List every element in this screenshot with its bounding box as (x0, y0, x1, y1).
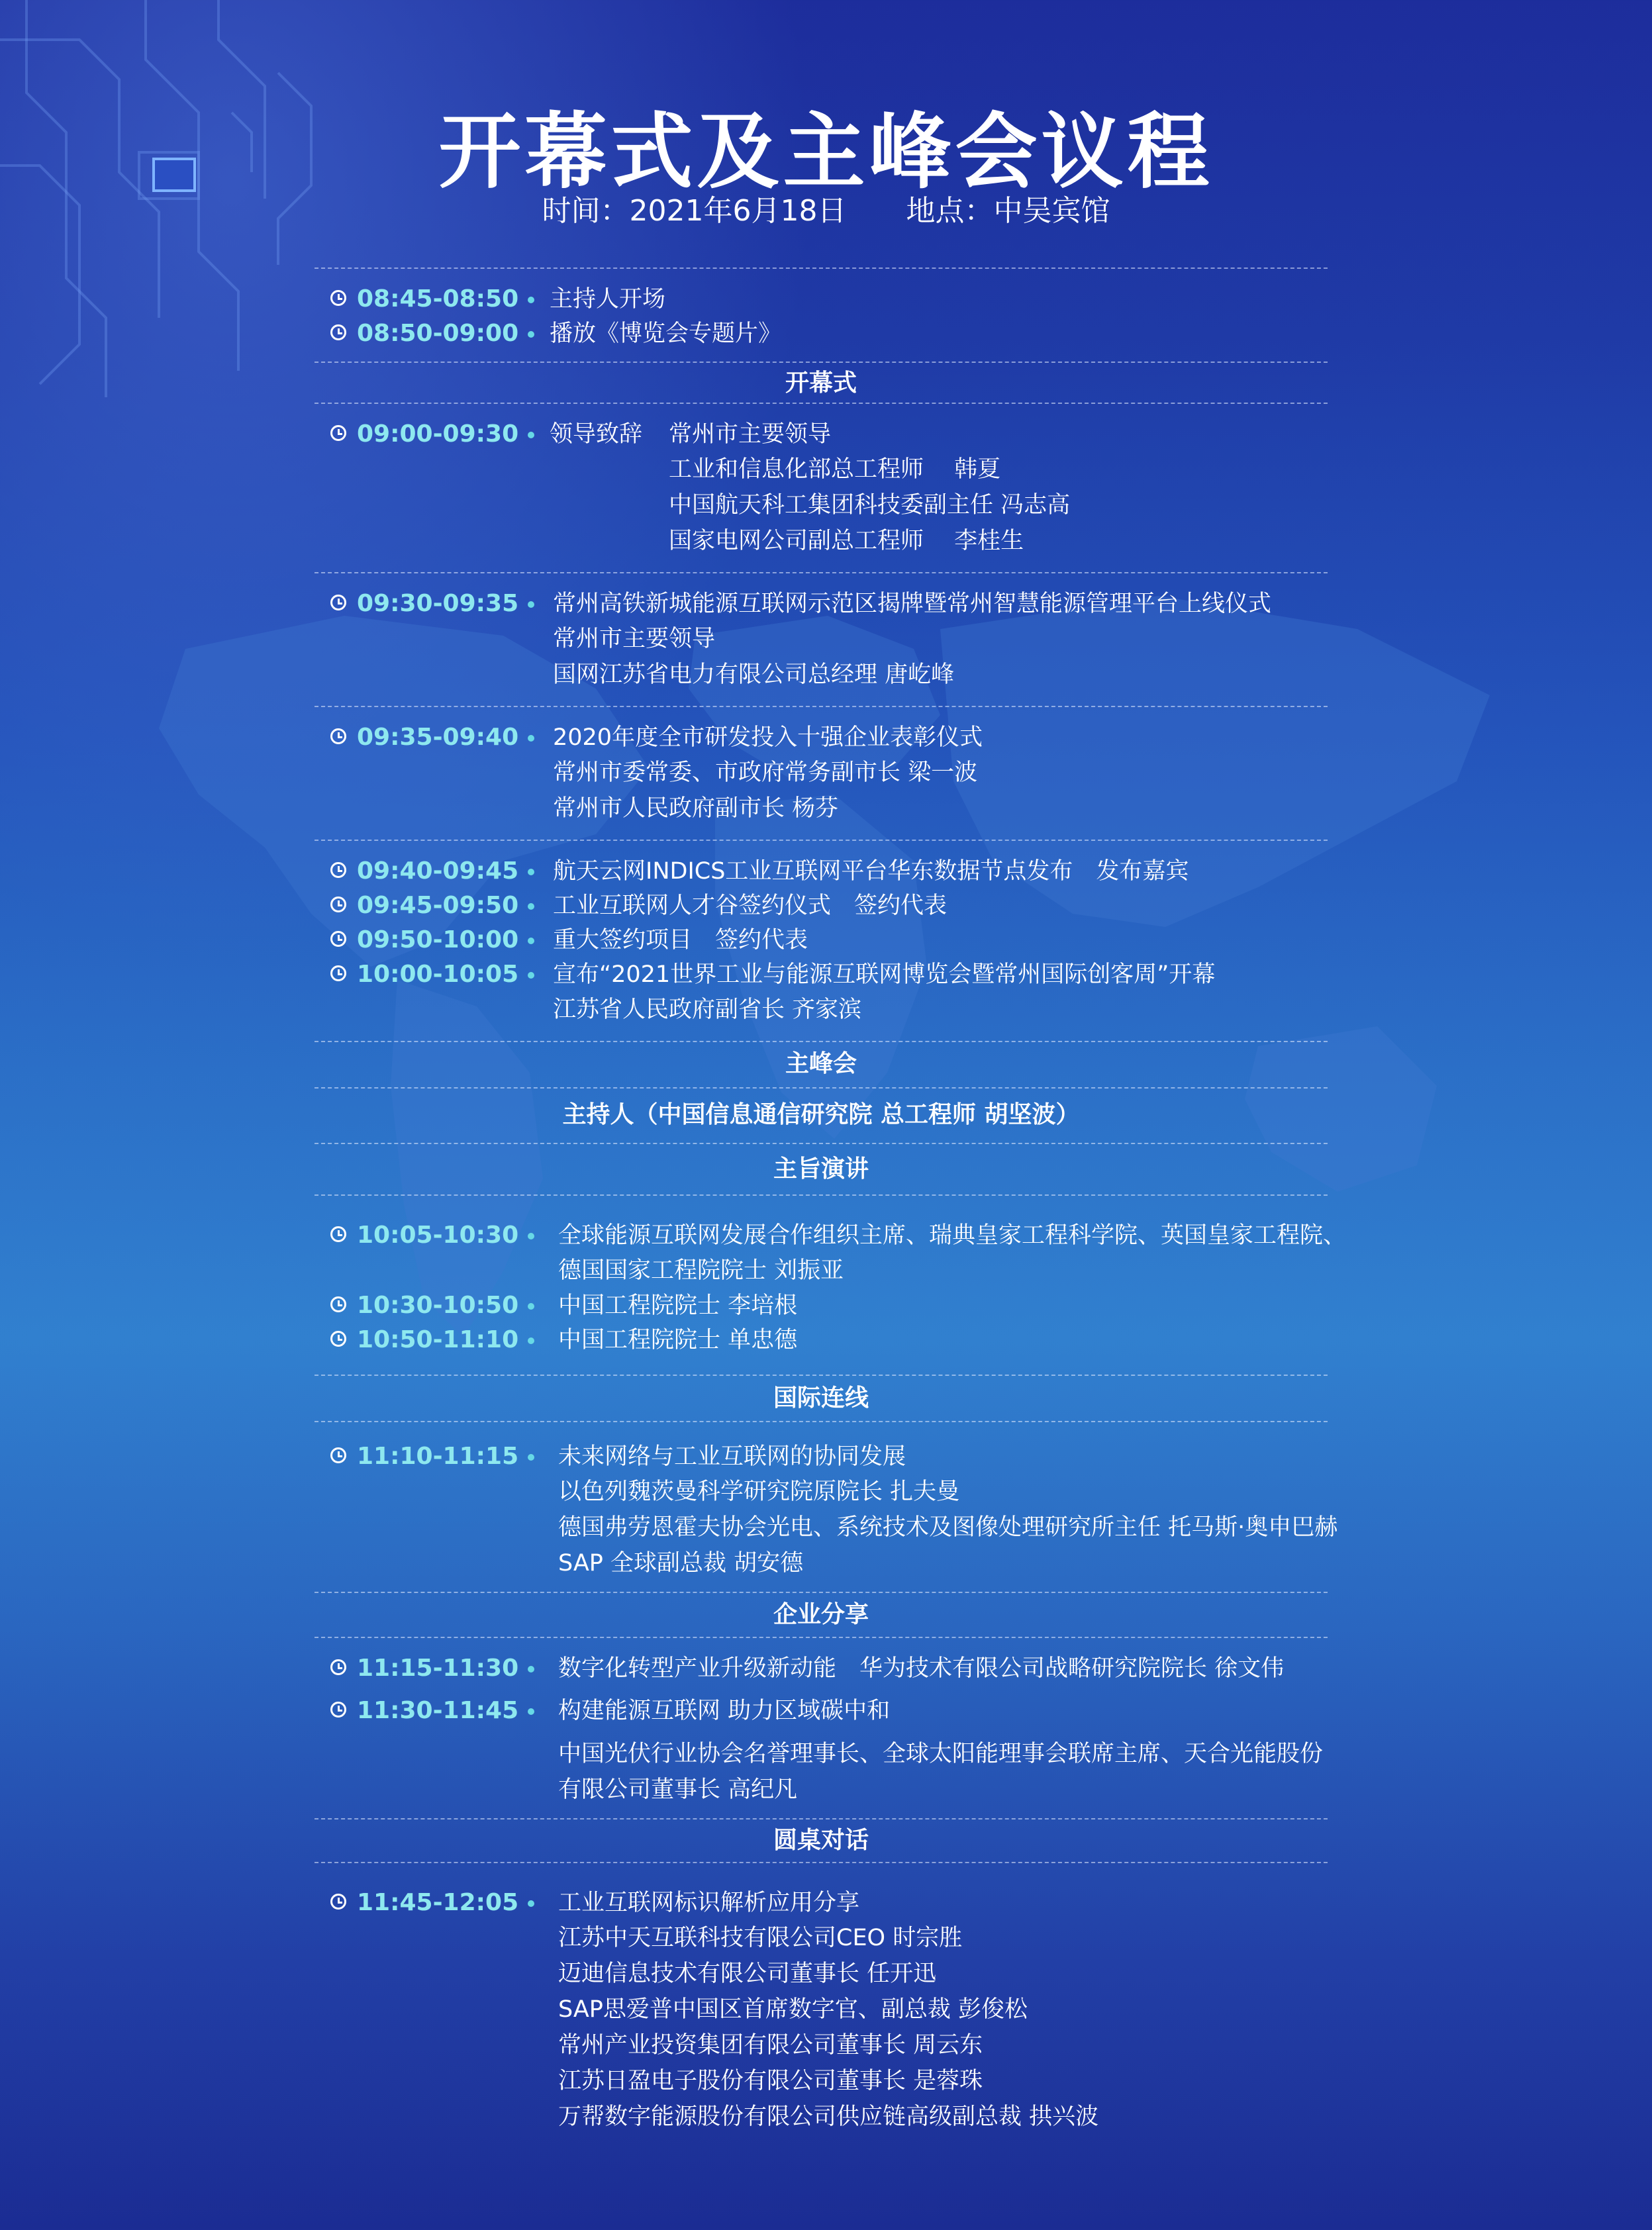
section-heading-roundtable: 圆桌对话 (315, 1818, 1328, 1863)
item-title: 主持人开场 (550, 286, 666, 313)
bullet-dot (528, 432, 534, 438)
item-title: 工业互联网标识解析应用分享 (558, 1890, 860, 1916)
bullet-dot (528, 331, 534, 338)
section-heading-opening: 开幕式 (315, 362, 1328, 404)
agenda-list (315, 267, 1347, 2135)
section-heading-keynote: 主旨演讲 (315, 1143, 1328, 1196)
clock-icon (330, 931, 346, 947)
item-time: 10:50-11:10 (357, 1326, 519, 1353)
item-detail-line: 江苏中天互联科技有限公司CEO 时宗胜 (558, 1925, 963, 1951)
bullet-dot (528, 1708, 534, 1715)
agenda-item (315, 1323, 1328, 1357)
item-title: 构建能源互联网 助力区域碳中和 (558, 1698, 891, 1724)
event-place: 地点：中吴宾馆 (906, 194, 1110, 228)
item-time: 10:30-10:50 (357, 1292, 519, 1319)
item-detail-line: 江苏省人民政府副省长 齐家滨 (553, 996, 862, 1023)
event-info (0, 187, 1652, 229)
clock-icon (330, 1447, 346, 1463)
item-detail-line: 以色列魏茨曼科学研究院原院长 扎夫曼 (558, 1479, 960, 1505)
bullet-dot (528, 869, 534, 875)
item-title: 全球能源互联网发展合作组织主席、瑞典皇家工程科学院、英国皇家工程院、 (558, 1222, 1347, 1249)
item-detail-line: 中国光伏行业协会名誉理事长、全球太阳能理事会联席主席、天合光能股份 (558, 1741, 1324, 1767)
item-detail-line: 国家电网公司副总工程师 李桂生 (669, 528, 1024, 554)
item-detail-line: 有限公司董事长 高纪凡 (558, 1776, 798, 1803)
clock-icon (330, 1226, 346, 1242)
item-detail-line: 德国国家工程院院士 刘振亚 (558, 1257, 844, 1284)
item-time: 11:45-12:05 (357, 1889, 519, 1916)
item-detail-line: 工业和信息化部总工程师 韩夏 (669, 456, 1001, 483)
item-title: 未来网络与工业互联网的协同发展 (558, 1443, 906, 1470)
item-time: 11:30-11:45 (357, 1697, 519, 1724)
agenda-item (315, 889, 1328, 923)
item-detail-line: 常州市人民政府副市长 杨芬 (553, 795, 839, 822)
item-detail-line: 常州市主要领导 (553, 626, 716, 652)
section-heading-enterprise: 企业分享 (315, 1592, 1328, 1638)
bullet-dot (528, 1303, 534, 1310)
item-time: 11:10-11:15 (357, 1443, 519, 1470)
item-title: 播放《博览会专题片》 (550, 320, 782, 347)
agenda-item (315, 1651, 1328, 1686)
bullet-dot (528, 1233, 534, 1239)
bullet-dot (528, 297, 534, 303)
item-time: 09:35-09:40 (357, 724, 519, 751)
clock-icon (330, 595, 346, 610)
item-time: 09:40-09:45 (357, 857, 519, 885)
agenda-item (315, 1288, 1328, 1323)
clock-icon (330, 862, 346, 878)
item-time: 09:45-09:50 (357, 892, 519, 919)
item-detail-line: SAP思爱普中国区首席数字官、副总裁 彭俊松 (558, 1996, 1028, 2023)
item-title: 中国工程院院士 单忠德 (558, 1327, 798, 1353)
bullet-dot (528, 1337, 534, 1344)
page-title: 开幕式及主峰会议程 (438, 105, 1214, 200)
agenda-item (315, 1886, 1328, 1920)
bullet-dot (528, 972, 534, 979)
agenda-item (315, 587, 1328, 621)
item-title: 工业互联网人才谷签约仪式 签约代表 (553, 893, 947, 919)
item-time: 11:15-11:30 (357, 1655, 519, 1682)
bullet-dot (528, 735, 534, 742)
clock-icon (330, 1702, 346, 1718)
bullet-dot (528, 601, 534, 608)
item-title: 数字化转型产业升级新动能 华为技术有限公司战略研究院院长 徐文伟 (558, 1655, 1285, 1682)
agenda-item (315, 417, 1328, 452)
item-title: 航天云网INDICS工业互联网平台华东数据节点发布 发布嘉宾 (553, 858, 1189, 885)
item-detail-line: 德国弗劳恩霍夫协会光电、系统技术及图像处理研究所主任 托马斯·奥申巴赫 (558, 1514, 1338, 1541)
bullet-dot (528, 1666, 534, 1672)
bullet-dot (528, 903, 534, 910)
item-detail-line: 常州市主要领导 (669, 421, 832, 448)
clock-icon (330, 965, 346, 981)
agenda-item (315, 720, 1328, 755)
agenda-item (315, 1694, 1328, 1728)
clock-icon (330, 1894, 346, 1910)
item-detail-line: SAP 全球副总裁 胡安德 (558, 1550, 804, 1576)
clock-icon (330, 425, 346, 441)
section-heading-international: 国际连线 (315, 1375, 1328, 1422)
agenda-item (315, 957, 1328, 992)
clock-icon (330, 324, 346, 340)
agenda-item (315, 282, 1328, 316)
item-detail-line: 中国航天科工集团科技委副主任 冯志高 (669, 492, 1071, 518)
item-time: 08:45-08:50 (357, 285, 519, 313)
agenda-item (315, 316, 1328, 351)
item-detail-line: 国网江苏省电力有限公司总经理 唐屹峰 (553, 661, 955, 688)
item-detail-line: 万帮数字能源股份有限公司供应链高级副总裁 拱兴波 (558, 2104, 1099, 2130)
bullet-dot (528, 1900, 534, 1907)
item-time: 09:50-10:00 (357, 926, 519, 953)
clock-icon (330, 1296, 346, 1312)
item-title: 领导致辞 (550, 421, 643, 448)
section-heading-summit: 主峰会 (315, 1041, 1328, 1087)
item-title: 重大签约项目 签约代表 (553, 927, 808, 953)
item-title: 2020年度全市研发投入十强企业表彰仪式 (553, 724, 983, 751)
item-detail-line: 迈迪信息技术有限公司董事长 任开迅 (558, 1961, 937, 1987)
agenda-item (315, 1439, 1328, 1474)
item-detail-line: 江苏日盈电子股份有限公司董事长 是蓉珠 (558, 2068, 983, 2094)
item-time: 10:00-10:05 (357, 961, 519, 988)
item-time: 08:50-09:00 (357, 320, 519, 347)
agenda-item (315, 1218, 1347, 1253)
item-detail-line: 常州市委常委、市政府常务副市长 梁一波 (553, 759, 978, 786)
clock-icon (330, 728, 346, 744)
item-time: 10:05-10:30 (357, 1222, 519, 1249)
item-title: 中国工程院院士 李培根 (558, 1292, 798, 1319)
item-time: 09:00-09:30 (357, 420, 519, 448)
item-detail-line: 常州产业投资集团有限公司董事长 周云东 (558, 2032, 983, 2059)
bullet-dot (528, 938, 534, 944)
section-heading-host: 主持人（中国信息通信研究院 总工程师 胡坚波） (315, 1087, 1328, 1143)
clock-icon (330, 1331, 346, 1347)
bullet-dot (528, 1454, 534, 1461)
agenda-item (315, 923, 1328, 957)
clock-icon (330, 290, 346, 306)
clock-icon (330, 897, 346, 912)
item-title: 宣布“2021世界工业与能源互联网博览会暨常州国际创客周”开幕 (553, 961, 1216, 988)
agenda-item (315, 854, 1328, 889)
item-time: 09:30-09:35 (357, 590, 519, 617)
event-time: 时间：2021年6月18日 (542, 194, 847, 228)
item-title: 常州高铁新城能源互联网示范区揭牌暨常州智慧能源管理平台上线仪式 (553, 591, 1272, 617)
clock-icon (330, 1659, 346, 1675)
